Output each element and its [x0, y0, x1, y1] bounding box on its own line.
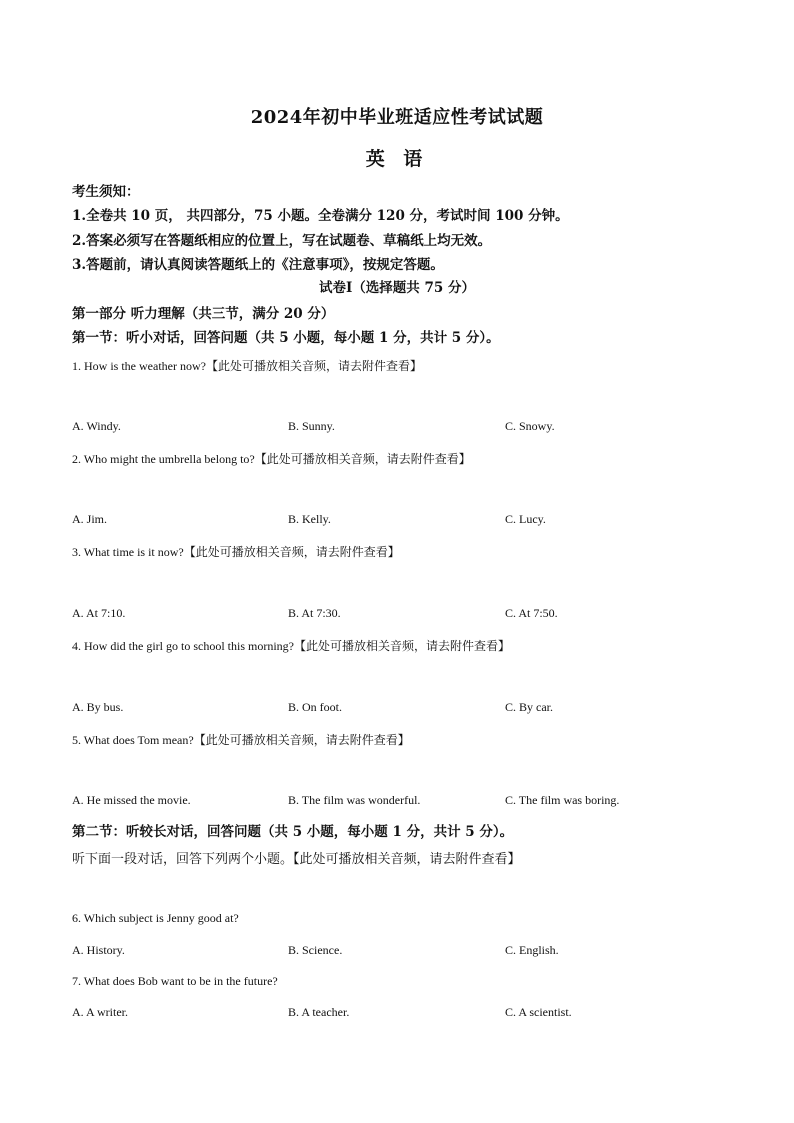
option-a: A. Windy. — [72, 419, 121, 433]
option-c: C. Snowy. — [505, 419, 555, 433]
option-a: A. He missed the movie. — [72, 793, 191, 807]
option-b: B. The film was wonderful. — [288, 793, 421, 807]
part-heading: 第一部分 听力理解（共三节，满分 20 分） — [72, 306, 335, 322]
question-stem: 5. What does Tom mean?【此处可播放相关音频，请去附件查看】 — [72, 733, 410, 747]
section-2-instruction: 听下面一段对话，回答下列两个小题。【此处可播放相关音频，请去附件查看】 — [72, 852, 521, 867]
notice-item-3: 3.答题前，请认真阅读答题纸上的《注意事项》，按规定答题。 — [72, 257, 444, 273]
option-b: B. Science. — [288, 943, 343, 957]
question-options — [72, 606, 752, 624]
question-options — [72, 700, 752, 718]
option-c: C. The film was boring. — [505, 793, 620, 807]
question-stem: 3. What time is it now?【此处可播放相关音频，请去附件查看】 — [72, 545, 400, 559]
question-stem: 4. How did the girl go to school this morning?【此处可播放相关音频，请去附件查看】 — [72, 639, 510, 653]
question-options — [72, 419, 752, 437]
notice-item-1: 1.全卷共 10 页， 共四部分，75 小题。全卷满分 120 分，考试时间 100 分钟。 — [72, 208, 569, 224]
section-2-heading: 第二节：听较长对话，回答问题（共 5 小题，每小题 1 分，共计 5 分）。 — [72, 824, 514, 840]
question-options — [72, 1005, 752, 1023]
question-stem: 6. Which subject is Jenny good at? — [72, 911, 239, 925]
option-b: B. A teacher. — [288, 1005, 350, 1019]
exam-title: 2024年初中毕业班适应性考试试题 — [250, 107, 544, 128]
option-c: C. Lucy. — [505, 512, 546, 526]
question-stem: 7. What does Bob want to be in the future? — [72, 974, 278, 988]
option-a: A. At 7:10. — [72, 606, 126, 620]
option-c: C. A scientist. — [505, 1005, 572, 1019]
option-c: C. By car. — [505, 700, 553, 714]
option-a: A. By bus. — [72, 700, 124, 714]
option-a: A. History. — [72, 943, 125, 957]
option-c: C. English. — [505, 943, 559, 957]
option-a: A. A writer. — [72, 1005, 128, 1019]
option-b: B. Kelly. — [288, 512, 331, 526]
question-options — [72, 793, 752, 811]
paper-title: 试卷Ⅰ（选择题共 75 分） — [318, 280, 475, 296]
notice-item-2: 2.答案必须写在答题纸相应的位置上，写在试题卷、草稿纸上均无效。 — [72, 233, 492, 249]
option-b: B. At 7:30. — [288, 606, 341, 620]
question-options — [72, 943, 752, 961]
option-b: B. Sunny. — [288, 419, 335, 433]
subject-title: 英 语 — [365, 148, 429, 170]
section-1-heading: 第一节：听小对话，回答问题（共 5 小题，每小题 1 分，共计 5 分）。 — [72, 330, 500, 346]
notice-heading: 考生须知： — [72, 184, 140, 200]
option-b: B. On foot. — [288, 700, 342, 714]
question-options — [72, 512, 752, 530]
option-c: C. At 7:50. — [505, 606, 558, 620]
question-stem: 2. Who might the umbrella belong to?【此处可播放相关音频，请去附件查看】 — [72, 452, 471, 466]
question-stem: 1. How is the weather now?【此处可播放相关音频，请去附件查看】 — [72, 359, 422, 373]
option-a: A. Jim. — [72, 512, 108, 526]
